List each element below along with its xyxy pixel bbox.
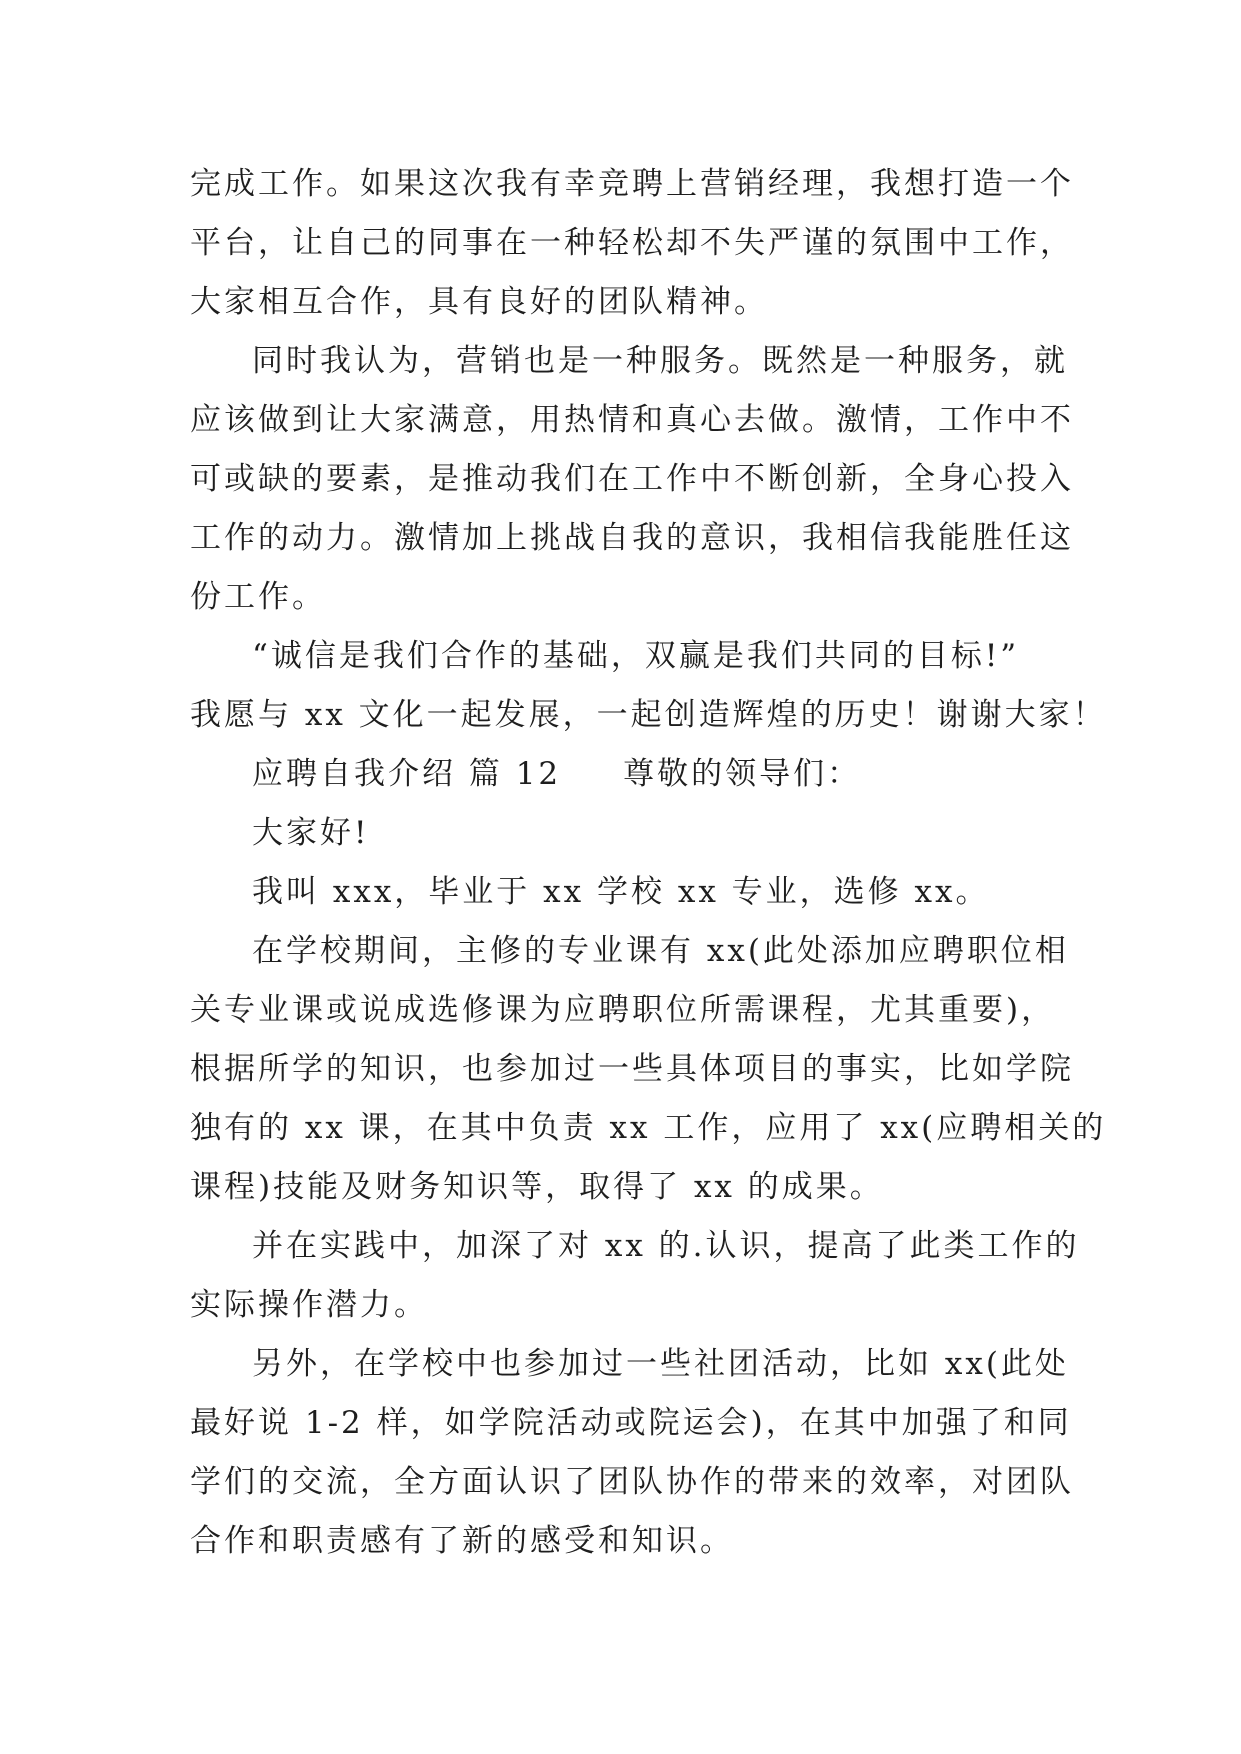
document-body [190, 155, 1107, 1571]
text-line: 独有的 xx 课，在其中负责 xx 工作，应用了 xx(应聘相关的 [190, 1110, 1107, 1146]
text-line: 可或缺的要素，是推动我们在工作中不断创新，全身心投入 [190, 461, 1074, 497]
paragraph [190, 804, 1060, 863]
paragraph [190, 863, 1060, 922]
section-title: 应聘自我介绍 篇 12 [252, 756, 562, 792]
text-line: 关专业课或说成选修课为应聘职位所需课程，尤其重要)， [190, 992, 1056, 1028]
text-line: 学们的交流，全方面认识了团队协作的带来的效率，对团队 [190, 1464, 1074, 1500]
text-line: 另外，在学校中也参加过一些社团活动，比如 xx(此处 [252, 1346, 1069, 1382]
text-line: 应该做到让大家满意，用热情和真心去做。激情，工作中不 [190, 402, 1074, 438]
heading-line [190, 745, 1060, 804]
paragraph [190, 155, 1074, 332]
text-line: 合作和职责感有了新的感受和知识。 [190, 1523, 734, 1559]
text-line: 工作的动力。激情加上挑战自我的意识，我相信我能胜任这 [190, 520, 1074, 556]
text-line: 课程)技能及财务知识等，取得了 xx 的成果。 [190, 1169, 884, 1205]
paragraph [190, 627, 1107, 745]
text-line: 平台，让自己的同事在一种轻松却不失严谨的氛围中工作， [190, 225, 1074, 261]
text-line: 在学校期间，主修的专业课有 xx(此处添加应聘职位相 [252, 933, 1069, 969]
text-line: 最好说 1-2 样，如学院活动或院运会)，在其中加强了和同 [190, 1405, 1072, 1441]
text-line: 并在实践中，加深了对 xx 的.认识，提高了此类工作的 [252, 1228, 1080, 1264]
text-line: 完成工作。如果这次我有幸竞聘上营销经理，我想打造一个 [190, 166, 1074, 202]
text-line: 份工作。 [190, 579, 326, 615]
text-line: 我愿与 xx 文化一起发展，一起创造辉煌的历史！谢谢大家！ [190, 697, 1107, 733]
text-line: 大家相互合作，具有良好的团队精神。 [190, 284, 768, 320]
text-line: “诚信是我们合作的基础，双赢是我们共同的目标!” [252, 638, 1020, 674]
text-line: 根据所学的知识，也参加过一些具体项目的事实，比如学院 [190, 1051, 1074, 1087]
text-line: 我叫 xxx，毕业于 xx 学校 xx 专业，选修 xx。 [252, 874, 990, 910]
text-line: 同时我认为，营销也是一种服务。既然是一种服务，就 [252, 343, 1068, 379]
paragraph [190, 922, 1107, 1217]
text-line: 实际操作潜力。 [190, 1287, 428, 1323]
paragraph [190, 1217, 1080, 1335]
text-line: 大家好! [252, 815, 370, 851]
salutation: 尊敬的领导们： [623, 756, 862, 792]
paragraph [190, 1335, 1074, 1571]
paragraph [190, 332, 1074, 627]
section-heading [190, 745, 1060, 804]
